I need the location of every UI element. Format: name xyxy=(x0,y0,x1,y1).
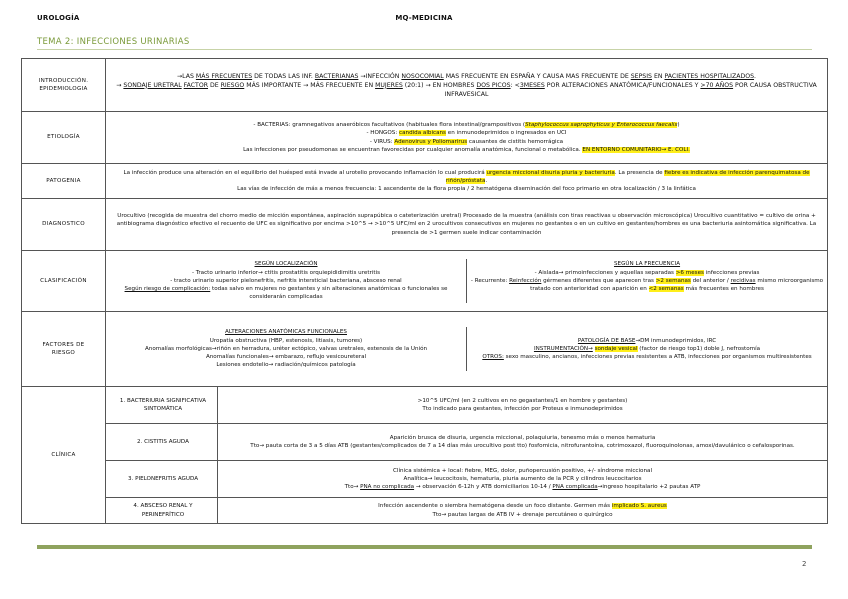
etio-line xyxy=(109,121,824,129)
clin-item-detail xyxy=(218,498,828,524)
highlight: >2 semanas xyxy=(655,277,691,284)
fact-item xyxy=(470,353,824,361)
row-clinica xyxy=(22,498,828,524)
row-label-line: INTRODUCCIÓN. xyxy=(38,77,89,84)
row-label: DIAGNOSTICO xyxy=(22,199,106,251)
clin-item-name: 3. PIELONEFRITIS AGUDA xyxy=(106,461,218,498)
row-clinica xyxy=(22,424,828,461)
row-label xyxy=(22,59,106,112)
text: →DM inmunodeprimidos, IRC xyxy=(635,337,717,344)
highlight: candida albicans xyxy=(399,130,446,137)
clin-detail-line: Analítica→ leucocitosis, hematuria, piuria aumento de la PCR y cilindros leucocitarios xyxy=(403,475,642,482)
text: ) xyxy=(677,122,680,129)
text: NOSOCOMIAL xyxy=(401,72,444,80)
text: DOS PICOS xyxy=(476,81,511,89)
text: - Aislada→ primoinfecciones y aquellas separadas xyxy=(534,269,676,276)
header-specialty: UROLOGÍA xyxy=(37,14,80,22)
text: PNA no complicada xyxy=(360,484,415,491)
text: más frecuentes en hombres xyxy=(683,286,764,293)
text: Según riesgo de complicación: xyxy=(124,286,211,293)
clin-detail-line: Tto indicado para gestantes, infección por Proteus e inmunodeprimidos xyxy=(422,406,623,412)
footer-divider xyxy=(37,545,812,549)
row-content: Urocultivo (recogida de muestra del chorro medio de micción espontánea, aspiración suprapúbica o cateterización uretral) Procesado de la muestra (análisis con tiras reactivas u observación microscópica) Urocultivo cuantitativo = cultivo de orina + antibiograma diagnóstico efectivo el recuento de UFC es significativo por encima >10^5 → >10^5 UFC/ml en 2 urocultivos consecutivos en mujeres no gestantes o en un cultivo en gestantes/hombres es una bacteriuria asintomática significativa. La presencia de >1 germen suele indicar contaminación xyxy=(106,199,828,251)
text: EN xyxy=(651,72,665,80)
text: todas salvo en mujeres no gestantes y sin alteraciones anatómicas o funcionales se considerarán complicadas xyxy=(210,286,448,301)
text: mismo microorganismo tratado con anterioridad con aparición en xyxy=(530,277,824,293)
etio-line xyxy=(109,146,824,154)
fact-item: Uropatía obstructiva (HBP, estenosis, litiasis, tumores) xyxy=(209,337,363,344)
clas-item xyxy=(470,277,824,293)
highlight: sondaje vesical xyxy=(594,345,638,352)
text: del anterior / xyxy=(690,277,731,284)
clas-item: - Tracto urinario inferior→ ctitis prostatitis orquiepididimitis uretritis xyxy=(191,269,381,276)
fact-item: Anomalías funcionales→ embarazo, reflujo vesicoureteral xyxy=(205,354,367,361)
page-number: 2 xyxy=(802,560,807,568)
text: MÁS IMPORTANTE → MÁS FRECUENTE EN xyxy=(244,81,376,89)
text: . La presencia de xyxy=(614,169,665,176)
text: - BACTERIAS: gramnegativos anaeróbicos facultativos (habituales flora intestinal/grampositivos ( xyxy=(253,122,526,129)
clin-item-detail xyxy=(218,424,828,461)
text: >70 AÑOS xyxy=(700,81,734,89)
fact-item xyxy=(470,337,824,345)
text: sexo masculino, ancianos, infecciones previas resistentes a ATB, infecciones por organismos multiresistentes xyxy=(503,354,812,361)
clas-right xyxy=(466,259,827,302)
clasificacion-grid xyxy=(106,259,827,302)
intro-line-2 xyxy=(109,81,824,99)
highlight: Staphylococcus saprophyticus y Enterococcus faecalis xyxy=(525,122,678,129)
clin-detail-line: Tto→ pauta corta de 3 a 5 días ATB (gestantes/complicados de 7 a 14 días más urocultivo post tto) fosfomicia, nitrofurantoína, cotrimoxazol, fluoroquinolonas, amoxi/davulánico o cefalosporinas. xyxy=(250,443,795,449)
text: SEPSIS xyxy=(630,72,652,80)
row-label: CLASIFICACIÓN xyxy=(22,251,106,312)
fact-item: Anomalías morfológicas→riñón en herradura, uréter ectópico, valvas uretrales, estenosis de la Unión xyxy=(144,345,428,352)
text: →INFECCIÓN xyxy=(358,72,402,80)
text: MUJERES xyxy=(375,81,403,89)
clin-detail-line xyxy=(221,502,824,510)
clas-right-title: SEGÚN LA FRECUENCIA xyxy=(613,261,681,268)
text: PATOLOGÍA DE BASE xyxy=(577,337,636,344)
etio-line xyxy=(109,129,824,137)
row-content xyxy=(106,59,828,112)
row-content xyxy=(106,164,828,199)
highlight: implicado S. aureus xyxy=(611,503,667,510)
text: Infección ascendente o siembra hematógena desde un foco distante. Germen más xyxy=(378,503,612,510)
text: infecciones previas xyxy=(703,269,760,276)
fact-left xyxy=(106,327,466,370)
clin-item-detail xyxy=(218,461,828,498)
text: recidivas xyxy=(730,277,756,284)
row-label: CLÍNICA xyxy=(22,387,106,524)
row-clinica xyxy=(22,461,828,498)
text: Tto→ xyxy=(344,484,361,491)
text: gérmenes diferentes que aparecen tras xyxy=(541,277,656,284)
factores-grid xyxy=(106,327,827,370)
text: MAS FRECUENTE EN ESPAÑA Y CAUSA MAS FRECUENTE DE xyxy=(443,72,631,80)
clin-item-name: 2. CISTITIS AGUDA xyxy=(106,424,218,461)
text: - HONGOS: xyxy=(366,130,400,137)
text: . xyxy=(485,177,488,184)
text: . xyxy=(754,72,757,80)
row-content xyxy=(106,112,828,164)
title-divider xyxy=(37,49,812,50)
clin-item-detail xyxy=(218,387,828,424)
text: - VIRUS: xyxy=(369,138,395,145)
text: OTROS: xyxy=(482,354,504,361)
row-content xyxy=(106,251,828,312)
text: DE xyxy=(208,81,221,89)
text: POR CAUSA OBSTRUCTIVA INFRAVESICAL xyxy=(444,81,817,98)
clin-detail-line: >10^5 UFC/ml (en 2 cultivos en no gegastantes/1 en hombre y gestantes) xyxy=(417,397,628,404)
text: BACTERIANAS xyxy=(314,72,359,80)
text: FACTOR xyxy=(183,81,209,89)
text: causantes de cistitis hemorrágica xyxy=(467,138,564,145)
clas-left xyxy=(106,259,466,302)
row-clasificacion xyxy=(22,251,828,312)
row-patogenia xyxy=(22,164,828,199)
text: PNA complicada xyxy=(552,484,598,491)
text: RIESGO xyxy=(220,81,245,89)
text: → xyxy=(116,81,124,89)
text: MÁS FRECUENTES xyxy=(195,72,253,80)
text: DE TODAS LAS INF. xyxy=(252,72,315,80)
text: - Recurrente: xyxy=(470,277,510,284)
clas-item xyxy=(109,285,463,301)
fact-right xyxy=(466,327,827,370)
clas-item: - tracto urinario superior pielonefritis, nefritis intersticial bacteriana, absceso renal xyxy=(170,277,402,284)
text: POR ALTERACIONES ANATÓMICA/FUNCIONALES Y xyxy=(544,81,701,89)
row-etiologia xyxy=(22,112,828,164)
pato-line xyxy=(109,169,824,185)
etio-line xyxy=(109,138,824,146)
row-introduccion xyxy=(22,59,828,112)
text: →ingreso hospitalario +2 pautas ATP xyxy=(597,484,701,491)
highlight: urgencia miccional disuria piuria y bacteriuria xyxy=(486,169,615,176)
highlight: Adenovirus y Poliomarirus xyxy=(394,138,468,145)
pato-line xyxy=(109,185,824,193)
row-label-line: EPIDEMIOLOGIA xyxy=(39,86,88,92)
summary-table xyxy=(21,58,828,524)
row-label-line: RIESGO xyxy=(51,350,76,356)
text: INSTRUMENTACIÓN→ xyxy=(533,345,593,352)
clas-item xyxy=(470,269,824,277)
clin-item-name: 1. BACTERIURIA SIGNIFICATIVA SINTOMÁTICA xyxy=(106,387,218,424)
fact-left-title: ALTERACIONES ANATÓMICAS FUNCIONALES xyxy=(225,329,347,336)
text: en inmunodeprimidos o ingresados en UCI xyxy=(445,130,567,137)
clin-item-name: 4. ABSCESO RENAL Y PERINEFRÍTICO xyxy=(106,498,218,524)
text: : < xyxy=(510,81,520,89)
highlight: <2 semanas xyxy=(648,286,684,293)
text: Las vías de infección de más a menos frecuencia: 1 ascendente de la flora propia / 2 hematógena diseminación del foco primario en otra localización / 3 la linfática xyxy=(237,186,696,193)
row-label: PATOGENIA xyxy=(22,164,106,199)
row-clinica xyxy=(22,387,828,424)
section-title: TEMA 2: INFECCIONES URINARIAS xyxy=(37,37,190,47)
text: (20:1) → EN HOMBRES xyxy=(402,81,477,89)
fact-item xyxy=(470,345,824,353)
text: →LAS xyxy=(176,72,196,80)
text: PACIENTES HOSPITALIZADOS xyxy=(664,72,755,80)
clin-detail-line: Clínica sistémica + local: fiebre, MEG, dolor, puñopercusión positivo, +/- síndrome miccional xyxy=(393,467,653,474)
header-brand: MQ-MEDICINA xyxy=(395,14,453,22)
text: 3MESES xyxy=(519,81,545,89)
row-label-line: FACTORES DE xyxy=(42,341,85,348)
clin-detail-line: Aparición brusca de disuria, urgencia miccional, polaquiuria, tenesmo más o menos hematuria xyxy=(389,434,656,441)
text: SONDAJE URETRAL xyxy=(123,81,182,89)
text: La infección produce una alteración en el equilibrio del huésped está invade al urotelio provocando inflamación lo cual producirá xyxy=(123,169,487,176)
clin-detail-line: Tto→ pautas largas de ATB IV + drenaje percutáneo o quirúrgico xyxy=(432,511,613,518)
highlight: EN ENTORNO COMUNITARIO→ E. COLI. xyxy=(582,146,690,153)
highlight: fiebre es indicativa de infección parenquimatosa de riñón/próstata xyxy=(445,169,810,184)
row-diagnostico xyxy=(22,199,828,251)
intro-line-1 xyxy=(109,72,824,81)
text: (factor de riesgo top1) doble J, nefrostomía xyxy=(637,345,761,352)
row-factores-riesgo xyxy=(22,312,828,387)
text: Reinfección xyxy=(509,277,542,284)
highlight: >6 meses xyxy=(675,269,704,276)
row-content xyxy=(106,312,828,387)
clin-detail-line xyxy=(221,483,824,491)
text: → observación 6-12h y ATB domiciliarios 10-14 / xyxy=(414,484,553,491)
row-label xyxy=(22,312,106,387)
clas-left-title: SEGÚN LOCALIZACIÓN xyxy=(254,261,318,268)
fact-item: Lesiones endotelio→ radiación/químicos patología xyxy=(216,362,356,369)
row-label: ETIOLOGÍA xyxy=(22,112,106,164)
text: Las infecciones por pseudomonas se encuentran favorecidas por cualquier anomalía anatómica, funcional o metabólica. xyxy=(243,146,583,153)
